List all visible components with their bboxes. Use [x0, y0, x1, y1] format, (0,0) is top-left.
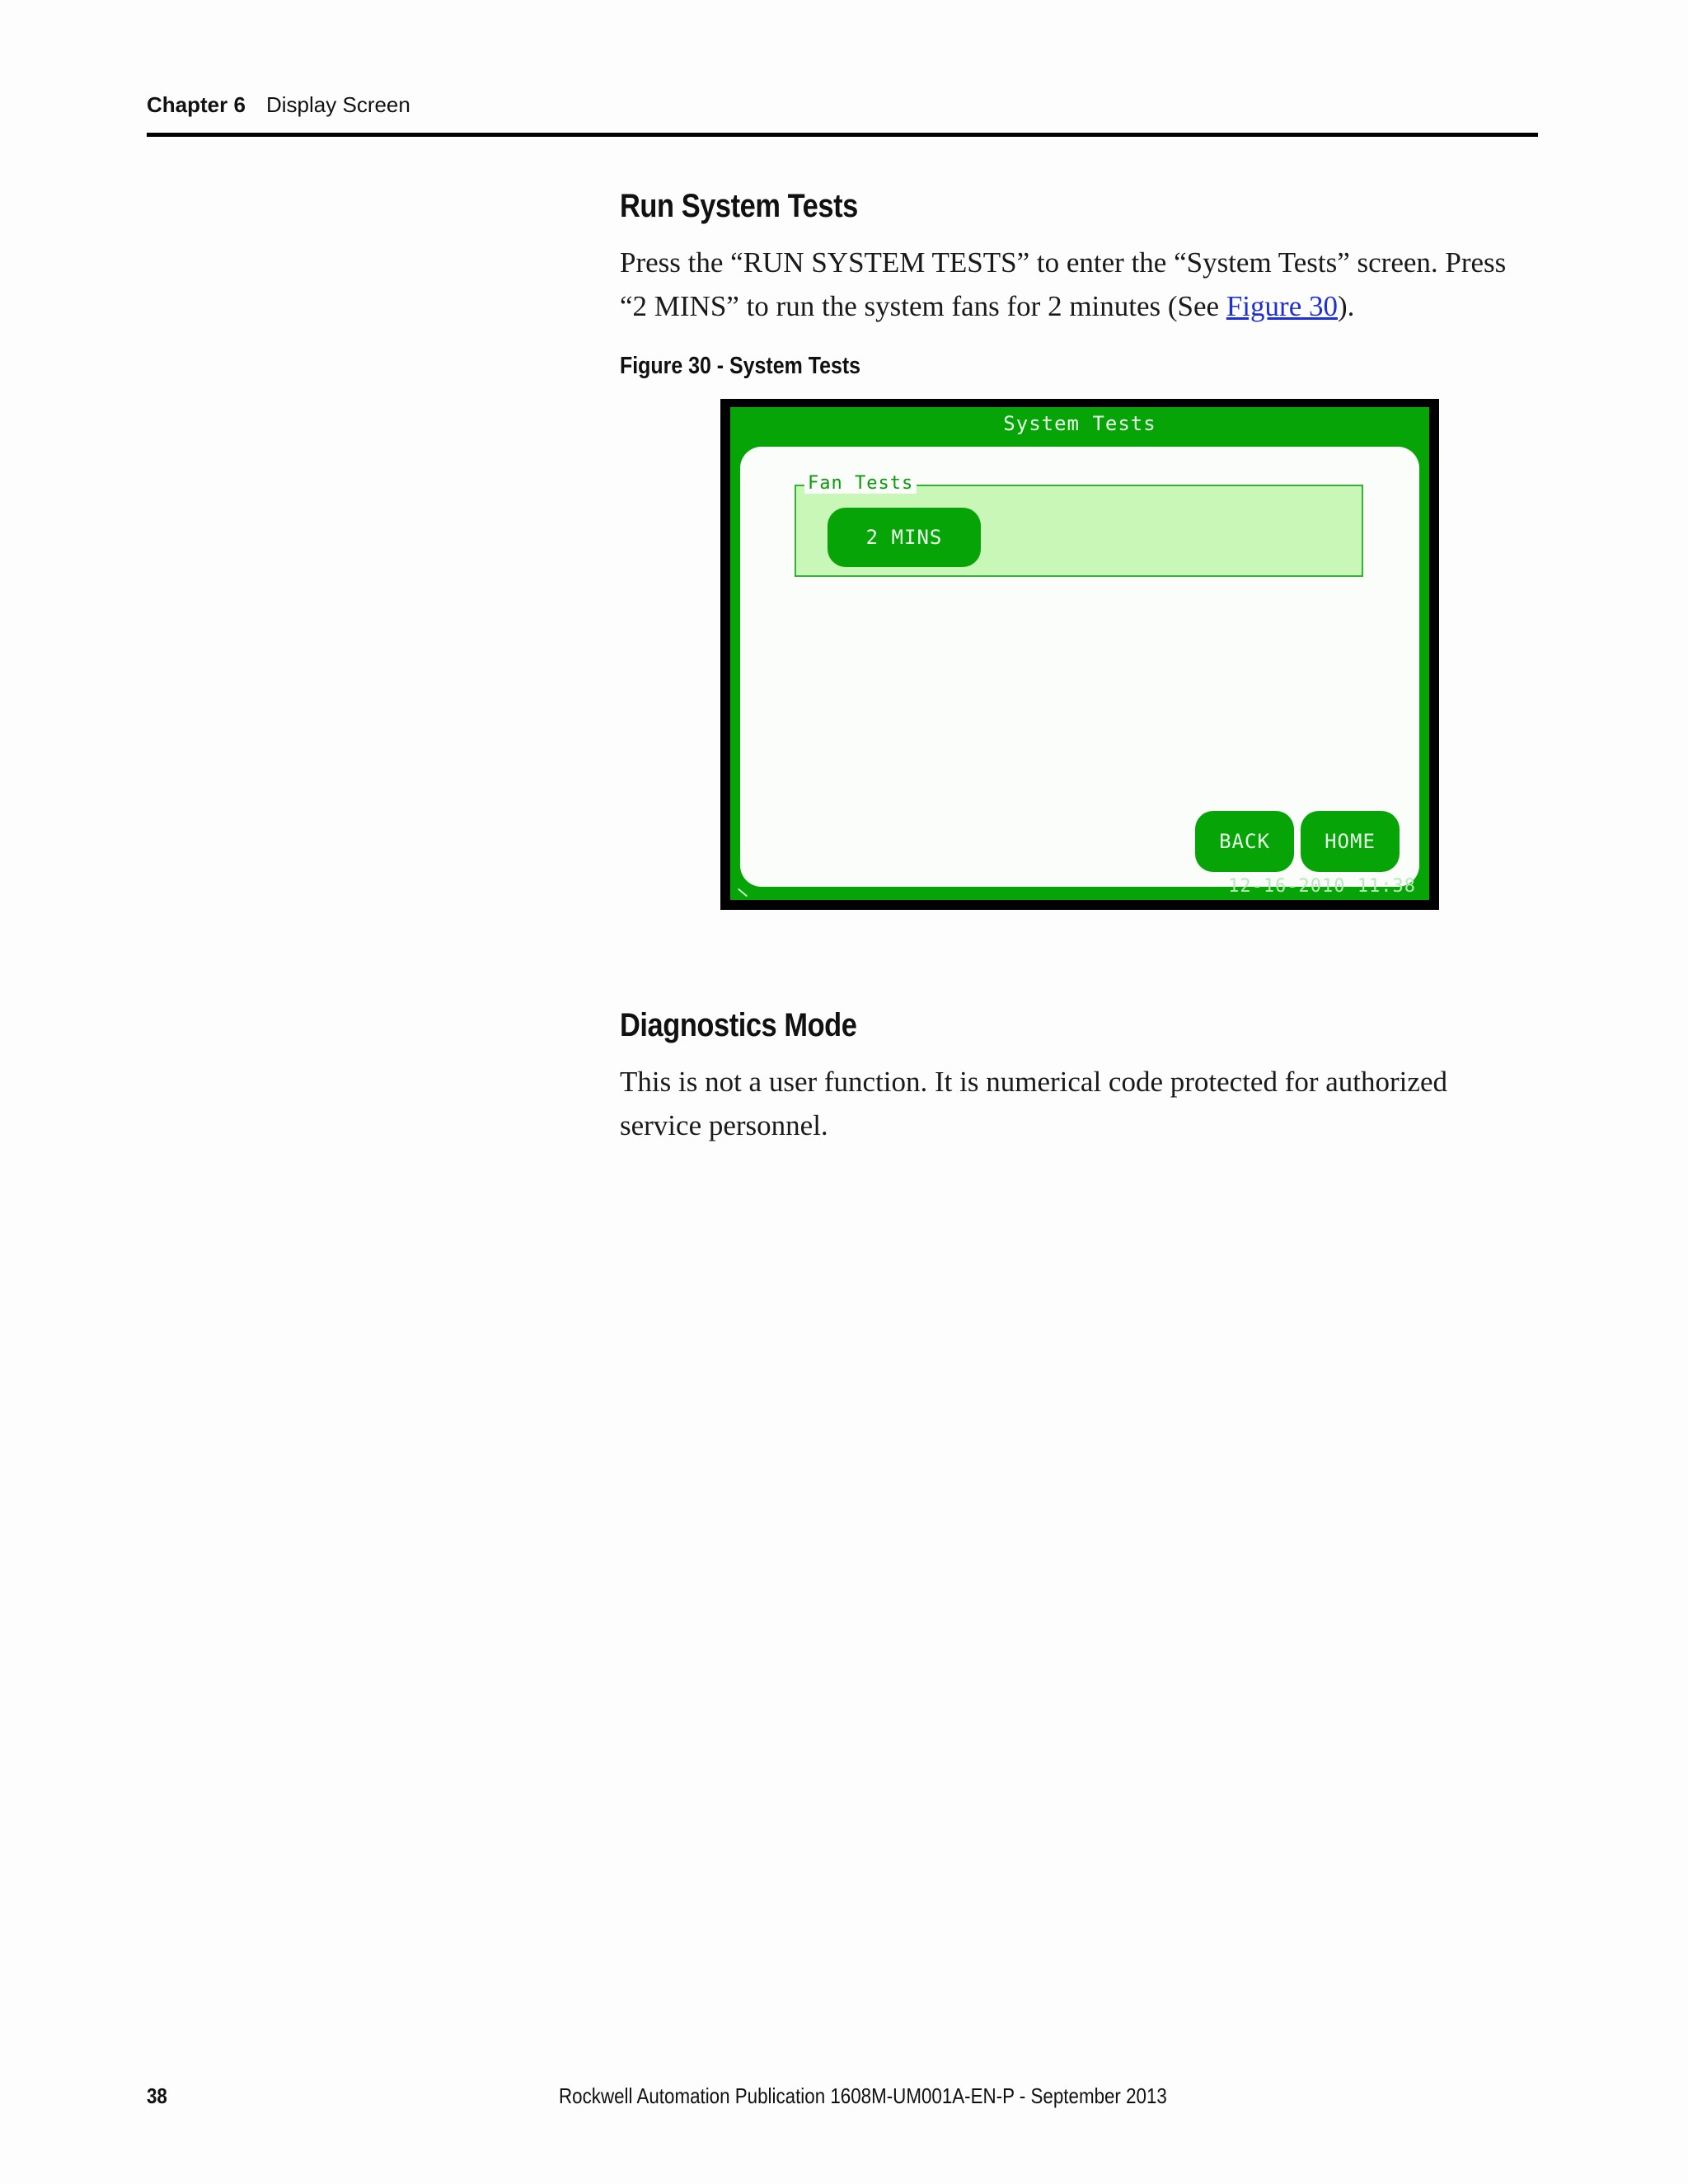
figure-caption: Figure 30 - System Tests: [620, 353, 861, 379]
header-rule: [147, 133, 1538, 137]
screen-frame: [730, 407, 1429, 900]
diagnostics-mode-paragraph: This is not a user function. It is numerical code protected for authorized service personnel.: [620, 1066, 1447, 1141]
two-mins-button[interactable]: 2 MINS: [828, 508, 981, 567]
back-button[interactable]: BACK: [1195, 811, 1294, 872]
publication-info: Rockwell Automation Publication 1608M-UM001A-EN-P - September 2013: [559, 2083, 1167, 2108]
run-system-tests-heading: Run System Tests: [620, 188, 858, 224]
run-system-tests-paragraph: [620, 241, 1535, 328]
paragraph-text-end: ).: [1337, 290, 1355, 322]
chapter-label: Chapter 6: [147, 92, 246, 117]
home-button[interactable]: HOME: [1301, 811, 1400, 872]
fan-tests-label: Fan Tests: [804, 473, 917, 494]
screen-panel: [740, 447, 1419, 887]
page-number: 38: [147, 2083, 167, 2108]
section-title: Display Screen: [266, 92, 410, 117]
fan-tests-group: [795, 473, 1363, 577]
diagnostics-mode-heading: Diagnostics Mode: [620, 1007, 857, 1043]
system-tests-screen: [720, 399, 1439, 910]
page-header: [147, 92, 410, 118]
figure-30-link[interactable]: Figure 30: [1226, 290, 1338, 322]
status-datetime: 12-16-2010 11:38: [1228, 876, 1416, 897]
corner-mark: [738, 888, 748, 898]
screen-title: System Tests: [1003, 412, 1156, 435]
paragraph-text: Press the “RUN SYSTEM TESTS” to enter the “System Tests” screen. Press “2 MINS” to run the system fans for 2 minutes (See: [620, 246, 1507, 322]
